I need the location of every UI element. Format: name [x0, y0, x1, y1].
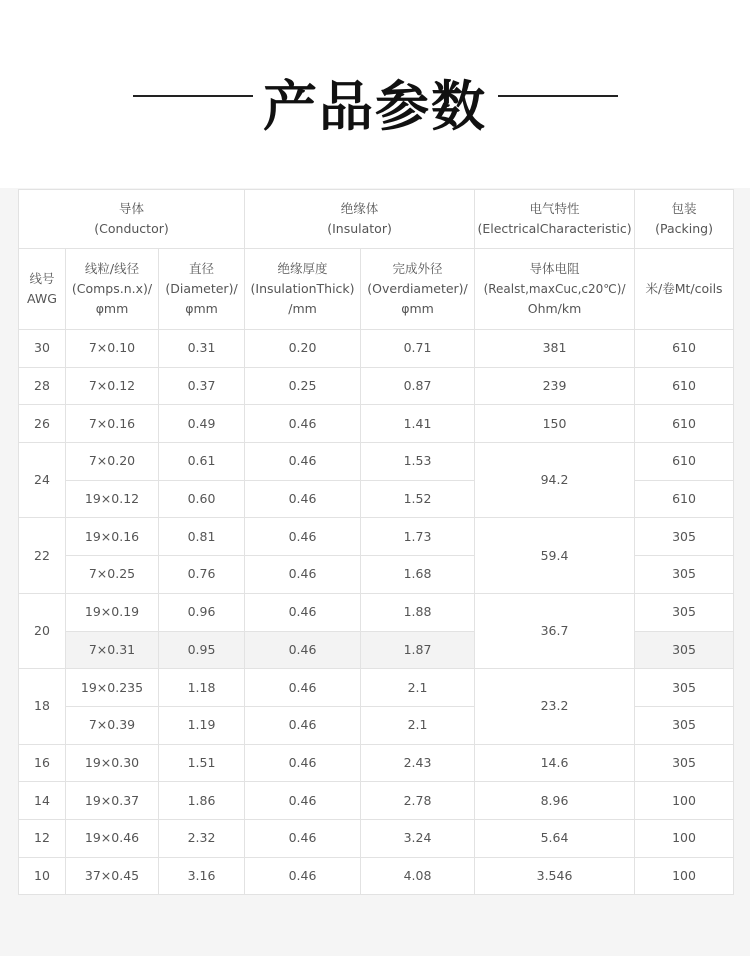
cell-overdiameter: 1.53 [361, 443, 475, 481]
cell-awg: 26 [19, 405, 66, 443]
cell-awg: 30 [19, 330, 66, 368]
cell-packing: 305 [635, 669, 734, 707]
cell-packing: 305 [635, 556, 734, 594]
title-divider-right [498, 95, 618, 97]
cell-insulation-thick: 0.46 [245, 405, 361, 443]
header-row-groups [19, 190, 734, 249]
cell-diameter: 0.95 [159, 631, 245, 669]
cell-awg: 12 [19, 819, 66, 857]
cell-packing: 305 [635, 706, 734, 744]
column-label: 米/卷Mt/coils [645, 281, 723, 296]
cell-comps: 7×0.20 [66, 443, 159, 481]
group-label-en: (ElectricalCharacteristic) [477, 221, 632, 236]
cell-diameter: 0.60 [159, 480, 245, 518]
column-label-en: (Overdiameter)/ [367, 281, 468, 296]
table-row [19, 405, 734, 443]
cell-diameter: 3.16 [159, 857, 245, 895]
column-label-en: (InsulationThick) [250, 281, 355, 296]
cell-overdiameter: 1.68 [361, 556, 475, 594]
cell-comps: 19×0.19 [66, 593, 159, 631]
column-label-zh: 直径 [189, 261, 215, 276]
column-label-en: (Realst,maxCuc,c20℃)/ [483, 282, 626, 296]
cell-overdiameter: 0.87 [361, 367, 475, 405]
cell-insulation-thick: 0.46 [245, 556, 361, 594]
group-label-zh: 导体 [119, 201, 145, 216]
cell-resistance: 36.7 [475, 593, 635, 668]
cell-comps: 7×0.39 [66, 706, 159, 744]
cell-packing: 305 [635, 631, 734, 669]
cell-insulation-thick: 0.46 [245, 669, 361, 707]
table-row [19, 593, 734, 631]
cell-packing: 610 [635, 367, 734, 405]
cell-overdiameter: 1.41 [361, 405, 475, 443]
group-label-zh: 绝缘体 [340, 201, 379, 216]
table-row [19, 819, 734, 857]
title-section [0, 0, 750, 188]
group-header-packing [635, 190, 734, 249]
group-label-en: (Insulator) [327, 221, 392, 236]
cell-overdiameter: 1.52 [361, 480, 475, 518]
column-header-overdiameter [361, 249, 475, 330]
column-header-insulation-thick [245, 249, 361, 330]
cell-overdiameter: 2.78 [361, 782, 475, 820]
cell-overdiameter: 2.43 [361, 744, 475, 782]
column-label-en: (Comps.n.x)/ [71, 281, 153, 296]
cell-comps: 19×0.37 [66, 782, 159, 820]
column-label-zh: 线号 [29, 271, 55, 286]
cell-packing: 610 [635, 443, 734, 481]
cell-comps: 19×0.16 [66, 518, 159, 556]
cell-awg: 28 [19, 367, 66, 405]
cell-awg: 24 [19, 443, 66, 518]
table-row [19, 744, 734, 782]
cell-insulation-thick: 0.46 [245, 518, 361, 556]
cell-resistance: 8.96 [475, 782, 635, 820]
cell-comps: 19×0.46 [66, 819, 159, 857]
group-header-insulator [245, 190, 475, 249]
column-header-awg [19, 249, 66, 330]
table-row [19, 367, 734, 405]
group-header-conductor [19, 190, 245, 249]
cell-resistance: 59.4 [475, 518, 635, 593]
cell-awg: 16 [19, 744, 66, 782]
cell-overdiameter: 3.24 [361, 819, 475, 857]
cell-diameter: 0.49 [159, 405, 245, 443]
column-label-en: (Diameter)/ [165, 281, 238, 296]
cell-insulation-thick: 0.46 [245, 480, 361, 518]
cell-packing: 305 [635, 593, 734, 631]
cell-insulation-thick: 0.46 [245, 819, 361, 857]
table-row [19, 330, 734, 368]
column-label-unit: Ohm/km [527, 301, 582, 316]
cell-comps: 7×0.12 [66, 367, 159, 405]
cell-awg: 22 [19, 518, 66, 593]
header-row-columns [19, 249, 734, 330]
cell-comps: 7×0.25 [66, 556, 159, 594]
page-title: 产品参数 [263, 75, 487, 138]
cell-comps: 7×0.16 [66, 405, 159, 443]
table-row [19, 857, 734, 895]
column-header-comps [66, 249, 159, 330]
table-row [19, 782, 734, 820]
column-label-zh: 线粒/线径 [84, 261, 140, 276]
title-divider-left [133, 95, 253, 97]
cell-packing: 610 [635, 405, 734, 443]
column-label-en: AWG [27, 291, 57, 306]
cell-packing: 100 [635, 857, 734, 895]
cell-comps: 19×0.30 [66, 744, 159, 782]
cell-resistance: 23.2 [475, 669, 635, 744]
table-row [19, 443, 734, 481]
cell-packing: 305 [635, 518, 734, 556]
column-label-zh: 完成外径 [392, 261, 443, 276]
cell-diameter: 0.37 [159, 367, 245, 405]
group-label-en: (Conductor) [94, 221, 169, 236]
cell-resistance: 5.64 [475, 819, 635, 857]
cell-insulation-thick: 0.46 [245, 782, 361, 820]
cell-comps: 19×0.235 [66, 669, 159, 707]
column-label-unit: φmm [185, 301, 218, 316]
cell-packing: 100 [635, 819, 734, 857]
cell-overdiameter: 1.87 [361, 631, 475, 669]
cell-insulation-thick: 0.46 [245, 857, 361, 895]
column-header-resistance [475, 249, 635, 330]
cell-resistance: 381 [475, 330, 635, 368]
group-label-zh: 电气特性 [529, 201, 580, 216]
column-label-unit: /mm [288, 301, 317, 316]
cell-comps: 37×0.45 [66, 857, 159, 895]
column-label-zh: 绝缘厚度 [277, 261, 328, 276]
cell-overdiameter: 1.88 [361, 593, 475, 631]
cell-overdiameter: 0.71 [361, 330, 475, 368]
cell-resistance: 14.6 [475, 744, 635, 782]
table-row [19, 669, 734, 707]
cell-insulation-thick: 0.46 [245, 593, 361, 631]
group-label-zh: 包装 [671, 201, 697, 216]
cell-packing: 610 [635, 330, 734, 368]
cell-packing: 610 [635, 480, 734, 518]
cell-resistance: 239 [475, 367, 635, 405]
cell-insulation-thick: 0.46 [245, 744, 361, 782]
cell-awg: 10 [19, 857, 66, 895]
cell-insulation-thick: 0.46 [245, 443, 361, 481]
column-header-diameter [159, 249, 245, 330]
cell-overdiameter: 4.08 [361, 857, 475, 895]
cell-resistance: 3.546 [475, 857, 635, 895]
column-label-unit: φmm [401, 301, 434, 316]
cell-awg: 14 [19, 782, 66, 820]
cell-diameter: 2.32 [159, 819, 245, 857]
cell-diameter: 0.81 [159, 518, 245, 556]
spec-table [18, 189, 734, 895]
cell-diameter: 1.51 [159, 744, 245, 782]
cell-overdiameter: 2.1 [361, 706, 475, 744]
cell-diameter: 1.86 [159, 782, 245, 820]
cell-insulation-thick: 0.25 [245, 367, 361, 405]
cell-awg: 20 [19, 593, 66, 668]
cell-comps: 7×0.31 [66, 631, 159, 669]
cell-insulation-thick: 0.20 [245, 330, 361, 368]
cell-comps: 7×0.10 [66, 330, 159, 368]
cell-resistance: 150 [475, 405, 635, 443]
cell-diameter: 1.18 [159, 669, 245, 707]
column-label-unit: φmm [95, 301, 129, 316]
cell-awg: 18 [19, 669, 66, 744]
cell-insulation-thick: 0.46 [245, 631, 361, 669]
cell-overdiameter: 2.1 [361, 669, 475, 707]
group-label-en: (Packing) [655, 221, 713, 236]
column-label-zh: 导体电阻 [529, 261, 580, 276]
cell-overdiameter: 1.73 [361, 518, 475, 556]
cell-diameter: 0.31 [159, 330, 245, 368]
table-row [19, 518, 734, 556]
cell-diameter: 1.19 [159, 706, 245, 744]
group-header-electrical [475, 190, 635, 249]
cell-insulation-thick: 0.46 [245, 706, 361, 744]
column-header-packing [635, 249, 734, 330]
cell-comps: 19×0.12 [66, 480, 159, 518]
cell-packing: 100 [635, 782, 734, 820]
cell-diameter: 0.76 [159, 556, 245, 594]
cell-diameter: 0.96 [159, 593, 245, 631]
cell-resistance: 94.2 [475, 443, 635, 518]
cell-diameter: 0.61 [159, 443, 245, 481]
cell-packing: 305 [635, 744, 734, 782]
